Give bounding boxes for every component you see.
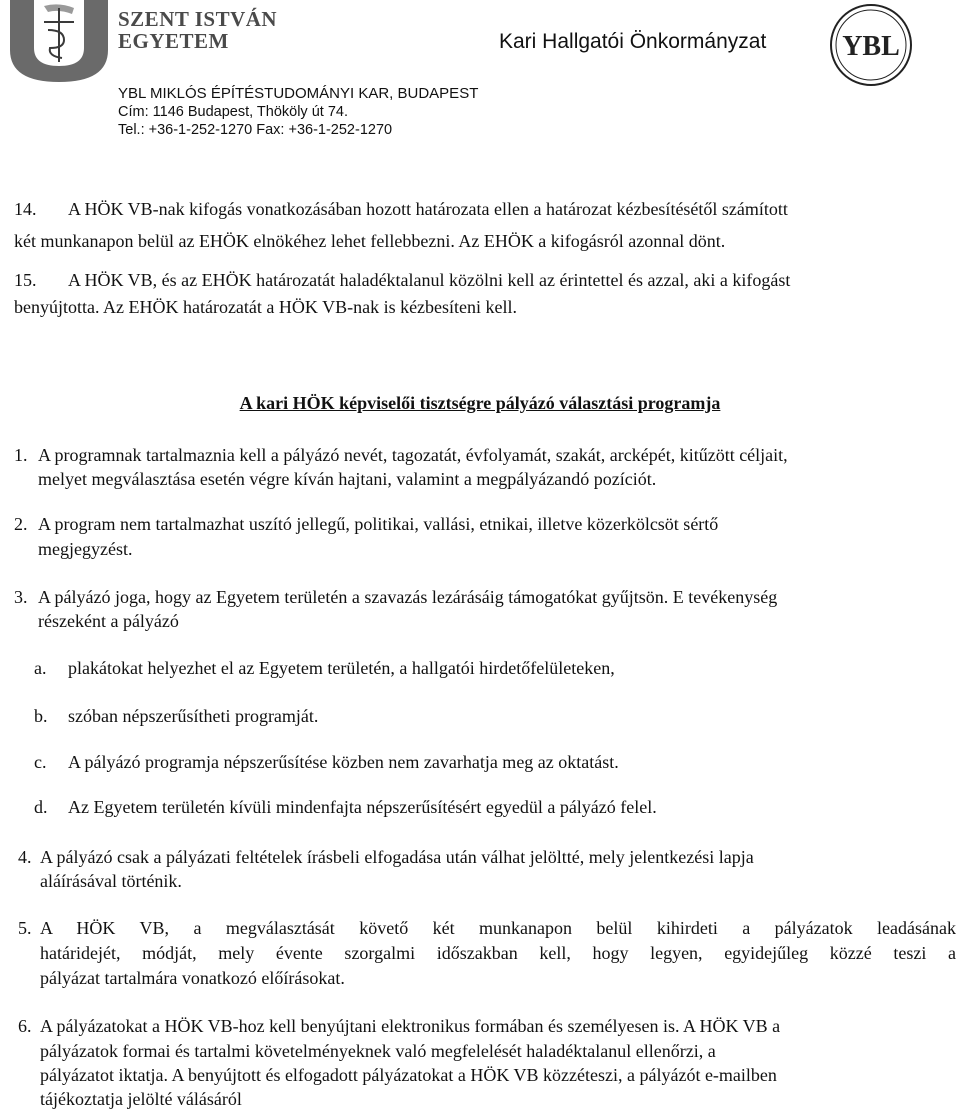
item-text-line: pályázatot iktatja. A benyújtott és elfogadott pályázatokat a HÖK VB közzéteszi, a pályázót e-mailben: [40, 1065, 777, 1085]
section-title: A kari HÖK képviselői tisztségre pályázó választási programja: [239, 393, 721, 413]
item-text-line: melyet megválasztása esetén végre kíván hajtani, valamint a megpályázandó pozíciót.: [38, 469, 657, 489]
sub-item-text: plakátokat helyezhet el az Egyetem területén, a hallgatói hirdetőfelületeken,: [68, 658, 615, 678]
item-text-line: részeként a pályázó: [38, 611, 179, 631]
item-number: 15.: [14, 270, 37, 290]
sub-item-text: A pályázó programja népszerűsítése közben nem zavarhatja meg az oktatást.: [68, 752, 619, 772]
ybl-logo: [828, 2, 914, 88]
item-text-line: aláírásával történik.: [40, 871, 182, 891]
item-number: 1.: [14, 445, 28, 465]
item-text-line: pályázatok formai és tartalmi követelményeknek való megfelelését haladéktalanul ellenőrzi, a: [40, 1041, 716, 1061]
sub-item-label: a.: [34, 658, 47, 678]
header-title: Kari Hallgatói Önkormányzat: [499, 30, 767, 53]
item-text-line: két munkanapon belül az EHÖK elnökéhez lehet fellebbezni. Az EHÖK a kifogásról azonnal dönt.: [14, 231, 726, 251]
item-text-line: A programnak tartalmaznia kell a pályázó nevét, tagozatát, évfolyamát, szakát, arcképét, kitűzött céljait,: [38, 445, 788, 465]
item-number: 14.: [14, 199, 37, 219]
sub-item-label: b.: [34, 706, 48, 726]
faculty-address: Cím: 1146 Budapest, Thököly út 74.: [118, 104, 348, 120]
ybl-logo-text: YBL: [842, 31, 900, 62]
item-text-line: A pályázó joga, hogy az Egyetem területén a szavazás lezárásáig támogatókat gyűjtsön. E tevékenység: [38, 587, 778, 607]
faculty-name: YBL MIKLÓS ÉPÍTÉSTUDOMÁNYI KAR, BUDAPEST: [118, 85, 479, 102]
item-text-line: A pályázatokat a HÖK VB-hoz kell benyújtani elektronikus formában és személyesen is. A HÖK VB a: [40, 1016, 781, 1036]
sub-item-label: d.: [34, 797, 48, 817]
item-text-line: határidejét, módját, mely évente szorgalmi időszakban kell, hogy legyen, egyidejűleg közzé teszi a: [40, 943, 956, 963]
item-text-line: benyújtotta. Az EHÖK határozatát a HÖK VB-nak is kézbesíteni kell.: [14, 297, 518, 317]
faculty-info: [118, 85, 478, 139]
faculty-phone: Tel.: +36-1-252-1270 Fax: +36-1-252-1270: [118, 122, 393, 138]
university-name-line2: EGYETEM: [118, 29, 229, 53]
university-name: [118, 8, 277, 52]
item-number: 2.: [14, 514, 28, 534]
sub-item-text: szóban népszerűsítheti programját.: [68, 706, 319, 726]
university-name-line1: SZENT ISTVÁN: [118, 7, 278, 31]
item-text-line: tájékoztatja jelölté válásáról: [40, 1089, 242, 1109]
item-text-line: A HÖK VB, és az EHÖK határozatát haladéktalanul közölni kell az érintettel és azzal, aki a kifogást: [68, 270, 791, 290]
sub-item-label: c.: [34, 752, 47, 772]
item-number: 4.: [18, 847, 32, 867]
item-text-line: A pályázó csak a pályázati feltételek írásbeli elfogadása után válhat jelöltté, mely jelentkezési lapja: [40, 847, 754, 867]
item-number: 6.: [18, 1016, 32, 1036]
item-text-line: megjegyzést.: [38, 539, 133, 559]
item-text-line: A HÖK VB-nak kifogás vonatkozásában hozott határozata ellen a határozat kézbesítésétől számított: [68, 199, 788, 219]
item-text-line: pályázat tartalmára vonatkozó előírásokat.: [40, 968, 345, 988]
university-logo: [4, 0, 114, 82]
item-number: 3.: [14, 587, 28, 607]
item-text-line: A program nem tartalmazhat uszító jellegű, politikai, vallási, etnikai, illetve közerkölcsöt sértő: [38, 514, 719, 534]
sub-item-text: Az Egyetem területén kívüli mindenfajta népszerűsítésért egyedül a pályázó felel.: [68, 797, 657, 817]
item-number: 5.: [18, 918, 32, 938]
item-text-line: A HÖK VB, a megválasztását követő két munkanapon belül kihirdeti a pályázatok leadásának: [40, 918, 956, 938]
